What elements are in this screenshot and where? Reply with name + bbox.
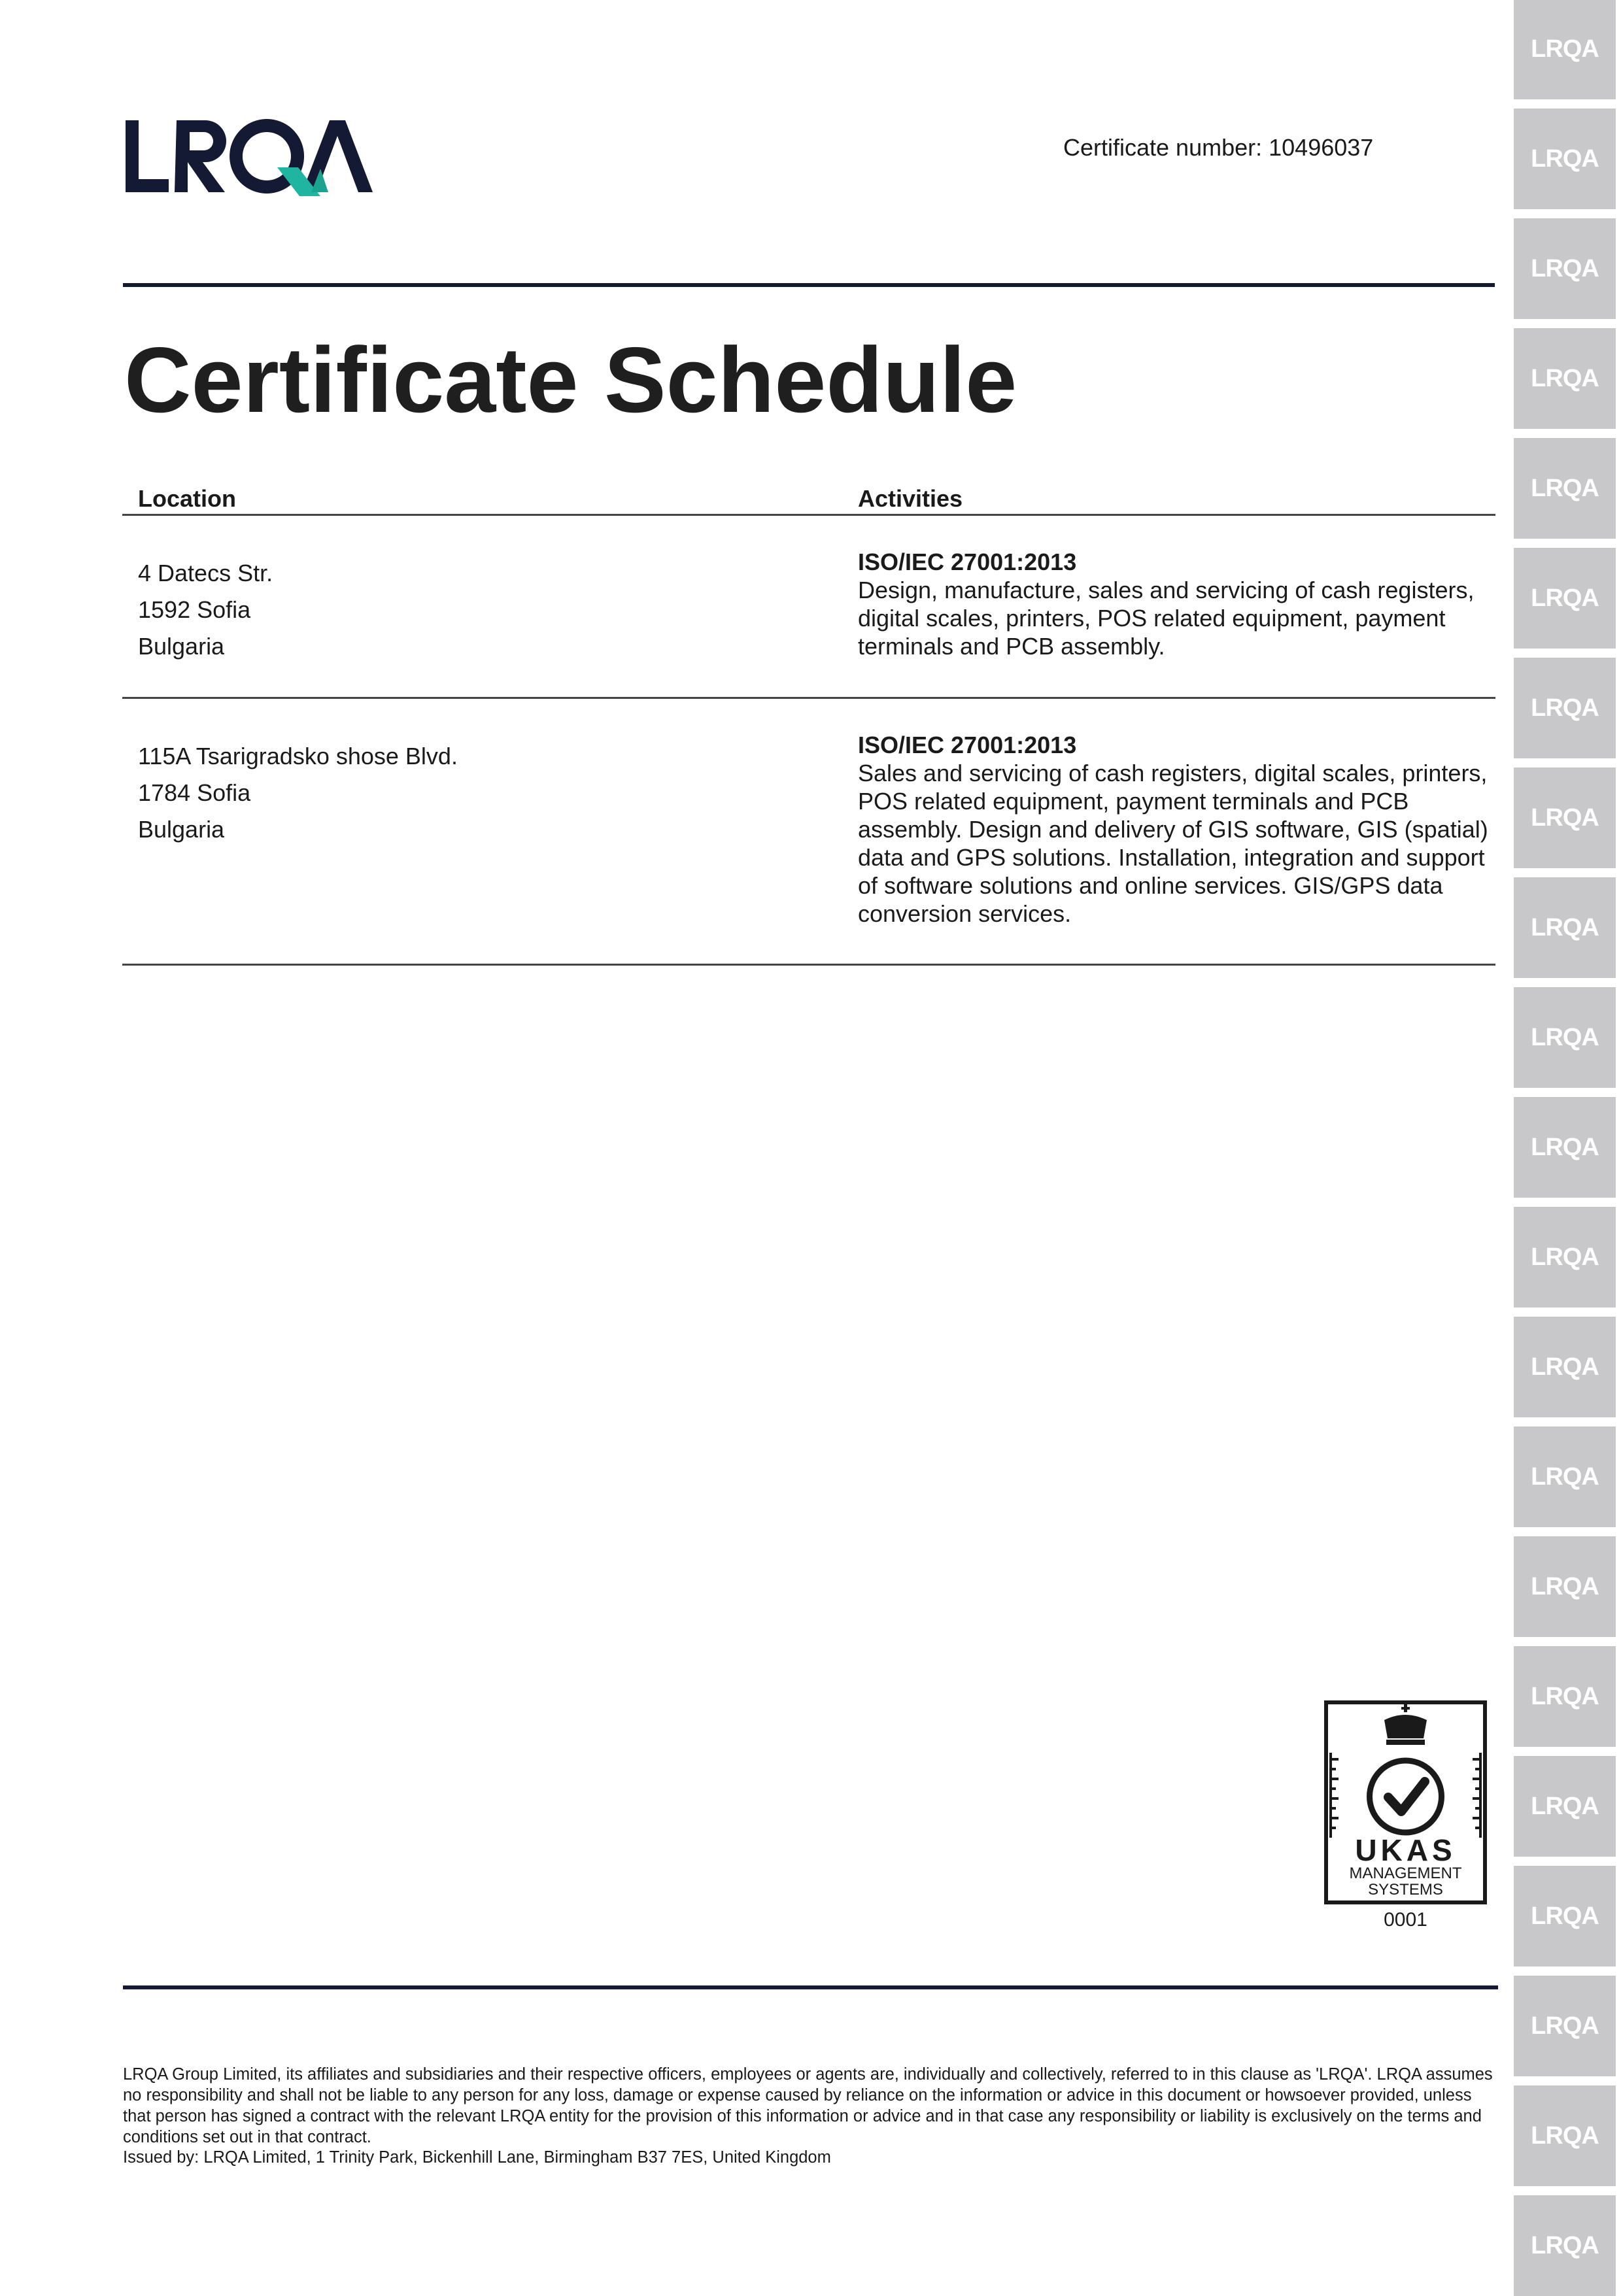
side-logo-tile: LRQA xyxy=(1514,768,1616,868)
side-logo-tile: LRQA xyxy=(1514,2195,1616,2296)
side-logo-tile: LRQA xyxy=(1514,877,1616,978)
column-header-location: Location xyxy=(138,485,236,512)
side-logo-tile: LRQA xyxy=(1514,328,1616,429)
side-logo-tile: LRQA xyxy=(1514,1756,1616,1857)
ukas-line-1: MANAGEMENT xyxy=(1349,1865,1462,1882)
ukas-accreditation-mark xyxy=(1324,1700,1487,1904)
row-divider xyxy=(122,697,1495,699)
certificate-number-value: 10496037 xyxy=(1269,134,1374,161)
activities-text: Sales and servicing of cash registers, digital scales, printers, POS related equipment, payment terminals and PCB assembly. Design and delivery of GIS software, GIS (spatial) data and GPS solutions. Installation, integration and support of software solutions and online services. GIS/GPS data conversion services. xyxy=(858,760,1488,927)
activities-cell xyxy=(858,731,1499,928)
ukas-code: 0001 xyxy=(1384,1909,1427,1931)
activities-cell xyxy=(858,548,1499,660)
side-logo-tile: LRQA xyxy=(1514,1866,1616,1967)
location-line: Bulgaria xyxy=(138,633,225,660)
standard-name: ISO/IEC 27001:2013 xyxy=(858,732,1077,758)
issued-by-text: Issued by: LRQA Limited, 1 Trinity Park, Bickenhill Lane, Birmingham B37 7ES, United Kingdom xyxy=(123,2148,831,2167)
ukas-wordmark: UKAS xyxy=(1355,1833,1456,1867)
side-logo-tile: LRQA xyxy=(1514,987,1616,1088)
side-logo-tile: LRQA xyxy=(1514,1646,1616,1747)
lrqa-logo xyxy=(124,116,373,196)
standard-name: ISO/IEC 27001:2013 xyxy=(858,549,1077,575)
side-logo-tile: LRQA xyxy=(1514,548,1616,649)
side-logo-tile: LRQA xyxy=(1514,1427,1616,1527)
side-logo-tile: LRQA xyxy=(1514,1976,1616,2076)
footer-divider xyxy=(123,1985,1498,1989)
certificate-number xyxy=(1063,134,1373,161)
side-logo-tile: LRQA xyxy=(1514,0,1616,99)
ukas-line-2: SYSTEMS xyxy=(1368,1881,1443,1899)
header-divider xyxy=(123,283,1495,287)
location-line: 1592 Sofia xyxy=(138,596,251,623)
disclaimer-text: LRQA Group Limited, its affiliates and subsidiaries and their respective officers, employees or agents are, individually and collectively, referred to in this clause as 'LRQA'. LRQA assumes no responsibility and shall not be liable to any person for any loss, damage or expense caused by reliance on the information or advice in this document or howsoever provided, unless that person has signed a contract with the relevant LRQA entity for the provision of this information or advice and in that case any responsibility or liability is exclusively on the terms and conditions set out in that contract. xyxy=(123,2065,1493,2146)
side-logo-tile: LRQA xyxy=(1514,109,1616,209)
side-logo-tile: LRQA xyxy=(1514,1207,1616,1308)
location-line: 1784 Sofia xyxy=(138,779,251,806)
certificate-number-label: Certificate number: xyxy=(1063,134,1263,161)
page-title: Certificate Schedule xyxy=(124,328,1017,432)
location-line: 115A Tsarigradsko shose Blvd. xyxy=(138,743,458,769)
table-bottom-rule xyxy=(122,964,1495,966)
side-logo-tile: LRQA xyxy=(1514,438,1616,539)
column-header-activities: Activities xyxy=(858,485,963,512)
side-logo-tile: LRQA xyxy=(1514,1536,1616,1637)
header-rule xyxy=(122,514,1495,516)
location-line: 4 Datecs Str. xyxy=(138,560,273,586)
side-logo-tile: LRQA xyxy=(1514,2085,1616,2186)
side-logo-tile: LRQA xyxy=(1514,1097,1616,1198)
side-logo-tile: LRQA xyxy=(1514,658,1616,758)
location-line: Bulgaria xyxy=(138,816,225,843)
side-logo-tile: LRQA xyxy=(1514,218,1616,319)
side-logo-tile: LRQA xyxy=(1514,1317,1616,1417)
side-logo-band xyxy=(1514,0,1621,2291)
activities-text: Design, manufacture, sales and servicing of cash registers, digital scales, printers, POS related equipment, payment terminals and PCB assembly. xyxy=(858,577,1475,660)
